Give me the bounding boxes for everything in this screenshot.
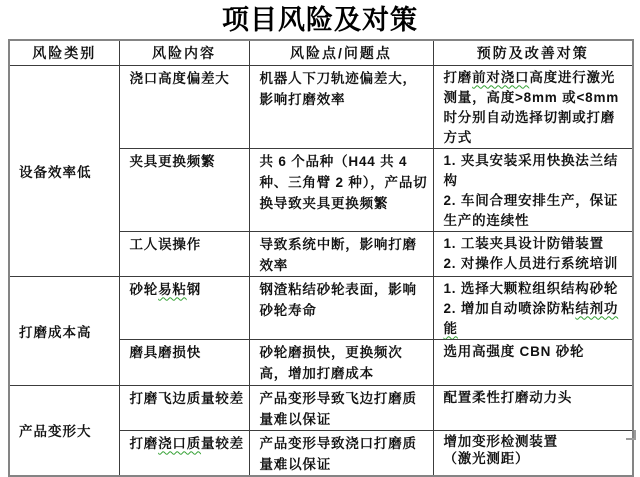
text-segment: 高度进行激光测量，高度>8mm 或<8mm 时分别自动选择切割或打磨方式 xyxy=(443,69,620,145)
text-segment: 磨具磨损快 xyxy=(129,344,201,360)
text-segment: 配置柔性打磨动力头 xyxy=(443,389,573,405)
risk-point-cell xyxy=(249,231,433,276)
table-header-row xyxy=(9,40,633,65)
paragraph xyxy=(444,433,629,450)
risk-content-cell xyxy=(119,231,249,276)
paragraph xyxy=(444,342,629,362)
table-row xyxy=(9,385,633,430)
text-segment: 机器人下刀轨迹偏差大，影响打磨效率 xyxy=(259,70,417,107)
countermeasure-cell xyxy=(433,385,633,430)
text-segment: 1. 夹具安装采用快换法兰结构 xyxy=(443,152,619,188)
text-segment: 打磨 xyxy=(129,435,159,451)
spellcheck-flagged-text: 前对浇口 xyxy=(472,69,530,85)
text-segment: 2. 车间合理安排生产，保证生产的连续性 xyxy=(443,192,619,228)
table-row xyxy=(9,276,633,339)
paragraph xyxy=(444,191,629,231)
text-segment: 砂轮磨损快，更换频次高，增加打磨成本 xyxy=(259,344,403,381)
text-segment: 砂轮 xyxy=(129,281,159,297)
risk-point-cell xyxy=(249,385,433,430)
text-segment: （激光测距） xyxy=(443,450,530,466)
risk-table-body xyxy=(9,65,633,476)
spellcheck-flagged-text: 易粘 xyxy=(158,281,187,297)
paragraph xyxy=(260,279,429,321)
spellcheck-flagged-text: 浇口质 xyxy=(158,435,202,451)
countermeasure-cell xyxy=(433,65,633,148)
risk-content-cell xyxy=(119,430,249,476)
paragraph xyxy=(130,342,245,363)
text-segment: 产品变形导致浇口打磨质量难以保证 xyxy=(259,435,417,472)
paragraph xyxy=(130,234,245,255)
text-segment: 工人误操作 xyxy=(129,236,201,252)
text-segment: 导致系统中断，影响打磨效率 xyxy=(259,236,417,273)
text-segment: 钢渣粘结砂轮表面，影响砂轮寿命 xyxy=(259,281,417,318)
header-countermeasure: 预防及改善对策 xyxy=(433,40,633,65)
table-resize-handle[interactable] xyxy=(626,430,636,440)
paragraph xyxy=(444,388,629,408)
risk-category-cell: 产品变形大 xyxy=(9,385,119,476)
countermeasure-cell xyxy=(433,231,633,276)
paragraph xyxy=(260,342,429,384)
paragraph xyxy=(130,279,245,300)
paragraph xyxy=(130,151,245,172)
text-segment: 2. 增加自动喷涂防粘 xyxy=(443,300,576,316)
text-segment: 选用高强度 CBN 砂轮 xyxy=(443,343,585,359)
paragraph xyxy=(260,388,429,430)
text-segment: 产品变形导致飞边打磨质量难以保证 xyxy=(259,390,417,427)
paragraph xyxy=(130,68,245,89)
table-row xyxy=(9,65,633,148)
risk-point-cell xyxy=(249,276,433,339)
text-segment: 夹具更换频繁 xyxy=(129,153,216,169)
paragraph xyxy=(130,433,245,454)
countermeasure-cell xyxy=(433,148,633,231)
paragraph xyxy=(260,433,429,475)
risk-content-cell xyxy=(119,385,249,430)
risk-content-cell xyxy=(119,276,249,339)
paragraph xyxy=(444,254,629,274)
paragraph xyxy=(444,450,629,467)
text-segment: 钢 xyxy=(186,281,202,297)
paragraph xyxy=(130,388,245,409)
header-risk-point: 风险点/问题点 xyxy=(249,40,433,65)
spellcheck-flagged-text: 结剂功能 xyxy=(443,300,619,336)
text-segment: 量较差 xyxy=(201,435,244,451)
risk-point-cell xyxy=(249,65,433,148)
risk-category-cell: 打磨成本高 xyxy=(9,276,119,385)
risk-content-cell xyxy=(119,65,249,148)
paragraph xyxy=(260,151,429,214)
text-segment: 2. 对操作人员进行系统培训 xyxy=(443,255,619,271)
paragraph xyxy=(444,299,629,339)
countermeasure-cell xyxy=(433,339,633,385)
risk-table xyxy=(8,39,634,477)
countermeasure-cell xyxy=(433,276,633,339)
paragraph xyxy=(444,279,629,299)
header-risk-category: 风险类别 xyxy=(9,40,119,65)
text-segment: 打磨 xyxy=(443,69,473,85)
text-segment: 1. 选择大颗粒组织结构砂轮 xyxy=(443,280,619,296)
paragraph xyxy=(444,151,629,191)
risk-point-cell xyxy=(249,430,433,476)
paragraph xyxy=(444,234,629,254)
page-title: 项目风险及对策 xyxy=(222,5,418,35)
paragraph xyxy=(444,68,629,148)
text-segment: 浇口高度偏差大 xyxy=(129,70,230,86)
countermeasure-cell xyxy=(433,430,633,476)
text-segment: 共 6 个品种（H44 共 4 种、三角臂 2 种），产品切换导致夹具更换频繁 xyxy=(259,153,428,211)
risk-category-cell: 设备效率低 xyxy=(9,65,119,276)
text-segment: 增加变形检测装置 xyxy=(443,433,558,449)
paragraph xyxy=(260,234,429,276)
text-segment: 1. 工装夹具设计防错装置 xyxy=(443,235,604,251)
text-segment: 打磨飞边质量较差 xyxy=(129,390,244,406)
header-risk-content: 风险内容 xyxy=(119,40,249,65)
paragraph xyxy=(260,68,429,110)
risk-content-cell xyxy=(119,339,249,385)
risk-point-cell xyxy=(249,339,433,385)
risk-content-cell xyxy=(119,148,249,231)
risk-point-cell xyxy=(249,148,433,231)
